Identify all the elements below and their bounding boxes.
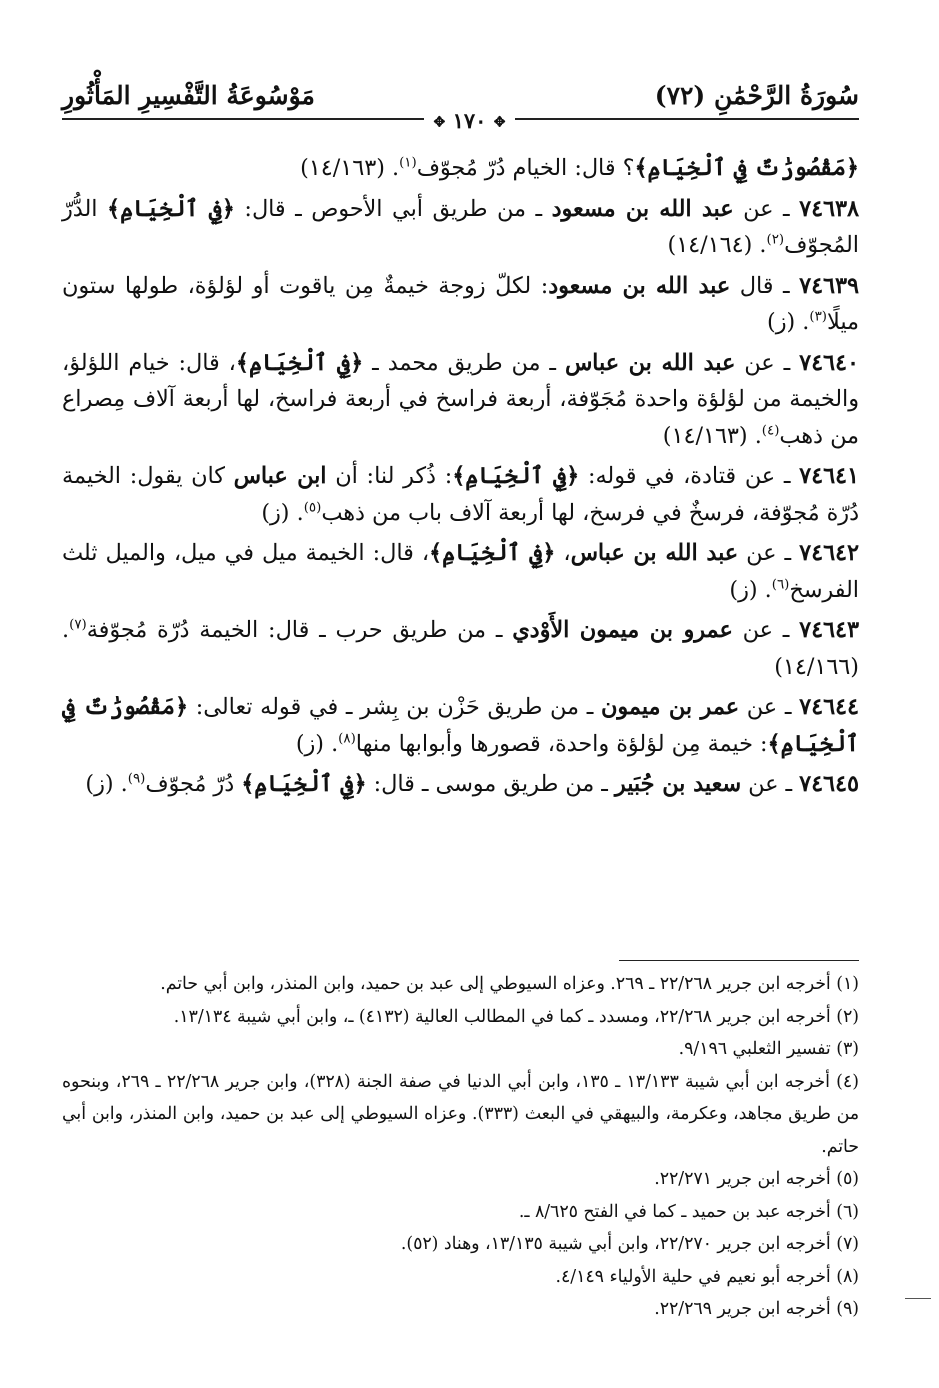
quran-quote: ﴿فِي ٱلْخِيَامِ﴾ <box>452 463 580 489</box>
hadith-entry <box>62 191 859 264</box>
entry-text: . (ز) <box>85 771 128 797</box>
entry-text: ـ عن <box>733 195 800 222</box>
hadith-entry <box>62 612 859 685</box>
entry-text: . (ز) <box>295 730 339 757</box>
footnote-separator <box>619 960 859 961</box>
footnote-ref: (٨) <box>338 731 356 747</box>
footnote-ref: (١) <box>399 155 417 171</box>
entry-text: ؟ قال: الخيام دُرّ مُجوّف <box>416 155 635 181</box>
entry-text: ـ من طريق أبي الأحوص ـ قال: <box>234 195 552 222</box>
narrator-name: عمر بن ميمون <box>601 694 740 720</box>
footnote: (٦) أخرجه عبد بن حميد ـ كما في الفتح ٨/٦٢٥ ـ. <box>518 1201 859 1222</box>
quran-quote: ﴿فِي ٱلْخِيَامِ﴾ <box>235 349 364 376</box>
ornament-icon: ✥ <box>433 114 446 131</box>
quran-quote: ﴿مَقْصُورَٰتٌ فِي ٱلْخِيَامِ﴾ <box>62 694 859 757</box>
hadith-entry <box>62 689 859 762</box>
entry-text: : خيمة مِن لؤلؤة واحدة، قصورها وأبوابها منها <box>355 730 768 757</box>
entry-text: ـ من طريق حرب ـ قال: الخيمة دُرّة مُجوّفة <box>86 617 513 643</box>
margin-mark <box>905 1298 931 1299</box>
quran-quote: ﴿مَقْصُورَٰتٌ فِي ٱلْخِيَامِ﴾ <box>634 155 859 181</box>
ornament-icon: ✥ <box>493 114 506 131</box>
footnote-ref: (٦) <box>771 577 790 593</box>
page-number-bar <box>0 107 939 137</box>
entry-number: ٧٤٦٤٣ <box>799 617 859 643</box>
entry-text: : ذُكر لنا: أن <box>326 463 453 489</box>
narrator-name: ابن عباس <box>233 463 327 489</box>
footnote: (٣) تفسير الثعلبي ٩/١٩٦. <box>678 1039 859 1059</box>
entry-text: كان يقول: الخيمة دُرّة مُجوّفة، فرسخٌ في فرسخ، لها أربعة آلاف باب من ذهب <box>62 463 859 526</box>
entry-text: . (١٤/١٦٤) <box>667 232 767 258</box>
footnote: (٧) أخرجه ابن جرير ٢٢/٢٧٠، وابن أبي شيبة ١٣/١٣٥، وهناد (٥٢). <box>400 1234 859 1254</box>
entry-number: ٧٤٦٤٢ <box>799 540 860 566</box>
narrator-name: عمرو بن ميمون الأَوْدي <box>512 617 733 643</box>
narrator-name: عبد الله بن عباس <box>570 540 739 566</box>
footnotes <box>62 968 859 1326</box>
entry-text: ـ قال <box>730 272 800 299</box>
quran-quote: ﴿فِي ٱلْخِيَامِ﴾ <box>107 195 235 222</box>
footnote: (١) أخرجه ابن جرير ٢٢/٢٦٨ ـ ٢٦٩. وعزاه السيوطي إلى عبد بن حميد، وابن المنذر، وابن أبي حاتم. <box>160 974 859 994</box>
entry-number: ٧٤٦٤١ <box>799 463 860 489</box>
footnote-ref: (٣) <box>809 309 828 325</box>
hadith-entry <box>62 345 859 455</box>
entry-text: . (١٤/١٦٣) <box>300 155 400 181</box>
narrator-name: عبد الله بن عباس <box>564 349 736 376</box>
narrator-name: سعيد بن جُبَير <box>614 771 742 797</box>
footnote: (٢) أخرجه ابن جرير ٢٢/٢٦٨، ومسدد ـ كما في المطالب العالية (٤١٣٢) ـ، وابن أبي شيبة ١٣/١٣٤. <box>173 1006 859 1027</box>
entry-text: ، <box>555 540 571 566</box>
hadith-entry <box>62 766 859 803</box>
hadith-entry <box>62 150 859 187</box>
quran-quote: ﴿فِي ٱلْخِيَامِ﴾ <box>429 540 556 566</box>
entry-text: ـ عن <box>738 540 800 566</box>
entry-text: ، قال: الخيمة ميل في ميل، والميل ثلث الفرسخ <box>62 540 859 603</box>
entry-text: ـ عن <box>741 771 800 797</box>
entry-number: ٧٤٦٤٥ <box>799 771 859 797</box>
narrator-name: عبد الله بن مسعود <box>548 272 731 299</box>
entry-text: ـ عن <box>732 617 800 643</box>
footnote-ref: (٢) <box>766 232 785 248</box>
entry-text: . (ز) <box>261 499 304 526</box>
entry-text: ـ عن <box>739 694 800 720</box>
entry-text: ـ من طريق موسى ـ قال: <box>366 771 615 797</box>
footnote-ref: (٩) <box>127 771 146 787</box>
entry-text: ـ عن قتادة، في قوله: <box>579 463 800 489</box>
entry-number: ٧٤٦٤٤ <box>799 694 860 720</box>
book-title: مَوْسُوعَةُ التَّفْسِيرِ المَأْثُورِ <box>62 81 315 110</box>
footnote: (٨) أخرجه أبو نعيم في حلية الأولياء ٤/١٤٩. <box>555 1266 859 1287</box>
entry-text: . (ز) <box>729 576 772 603</box>
entry-text: . (١٤/١٦٣) <box>662 422 762 449</box>
entry-text: : لكلّ زوجة خيمةٌ مِن ياقوت أو لؤلؤة، طولها ستون ميلًا <box>62 272 859 335</box>
hadith-entry <box>62 268 859 341</box>
entry-text: ـ من طريق محمد ـ <box>363 349 565 376</box>
entry-text: ، قال: خيام اللؤلؤ، والخيمة من لؤلؤة واحدة مُجَوّفة، أربعة فراسخ في أربعة فراسخ، لها أربعة آلاف مِصراع من ذهب <box>62 349 859 449</box>
hadith-entry <box>62 535 859 608</box>
entry-text: . (١٤/١٦٦) <box>62 617 859 680</box>
footnote: (٤) أخرجه ابن أبي شيبة ١٣/١٣٣ ـ ١٣٥، وابن أبي الدنيا في صفة الجنة (٣٢٨)، وابن جرير ٢٢/٢٦٨ ـ ٢٦٩، وبنحوه من طريق مجاهد، وعكرمة، والبيهقي في البعث (٣٣٣). وعزاه السيوطي إلى عبد بن حميد، وابن المنذر، وابن أبي حاتم. <box>62 1071 859 1157</box>
entry-number: ٧٤٦٣٩ <box>799 272 859 299</box>
entry-number: ٧٤٦٤٠ <box>799 349 859 376</box>
entry-number: ٧٤٦٣٨ <box>799 195 859 222</box>
entry-text: . (ز) <box>767 309 810 335</box>
footnote-ref: (٧) <box>69 617 87 633</box>
quran-quote: ﴿فِي ٱلْخِيَامِ﴾ <box>241 771 367 797</box>
main-text <box>62 150 859 803</box>
page-number: ✥ ١٧٠ ✥ <box>424 107 516 137</box>
entry-text: الدُّرّ المُجوّف <box>62 195 859 258</box>
narrator-name: عبد الله بن مسعود <box>551 195 734 222</box>
hadith-entry <box>62 458 859 531</box>
footnote-ref: (٤) <box>761 423 780 439</box>
footnote: (٥) أخرجه ابن جرير ٢٢/٢٧١. <box>654 1169 859 1189</box>
entry-text: ـ من طريق حَزْن بن بِشر ـ في قوله تعالى: <box>188 694 602 720</box>
entry-text: دُرّ مُجوّف <box>145 771 242 797</box>
surah-title: سُورَةُ الرَّحْمَٰنِ (٧٢) <box>654 81 859 110</box>
footnote-ref: (٥) <box>303 500 322 516</box>
footnote: (٩) أخرجه ابن جرير ٢٢/٢٦٩. <box>654 1299 859 1319</box>
entry-text: ـ عن <box>735 349 800 376</box>
